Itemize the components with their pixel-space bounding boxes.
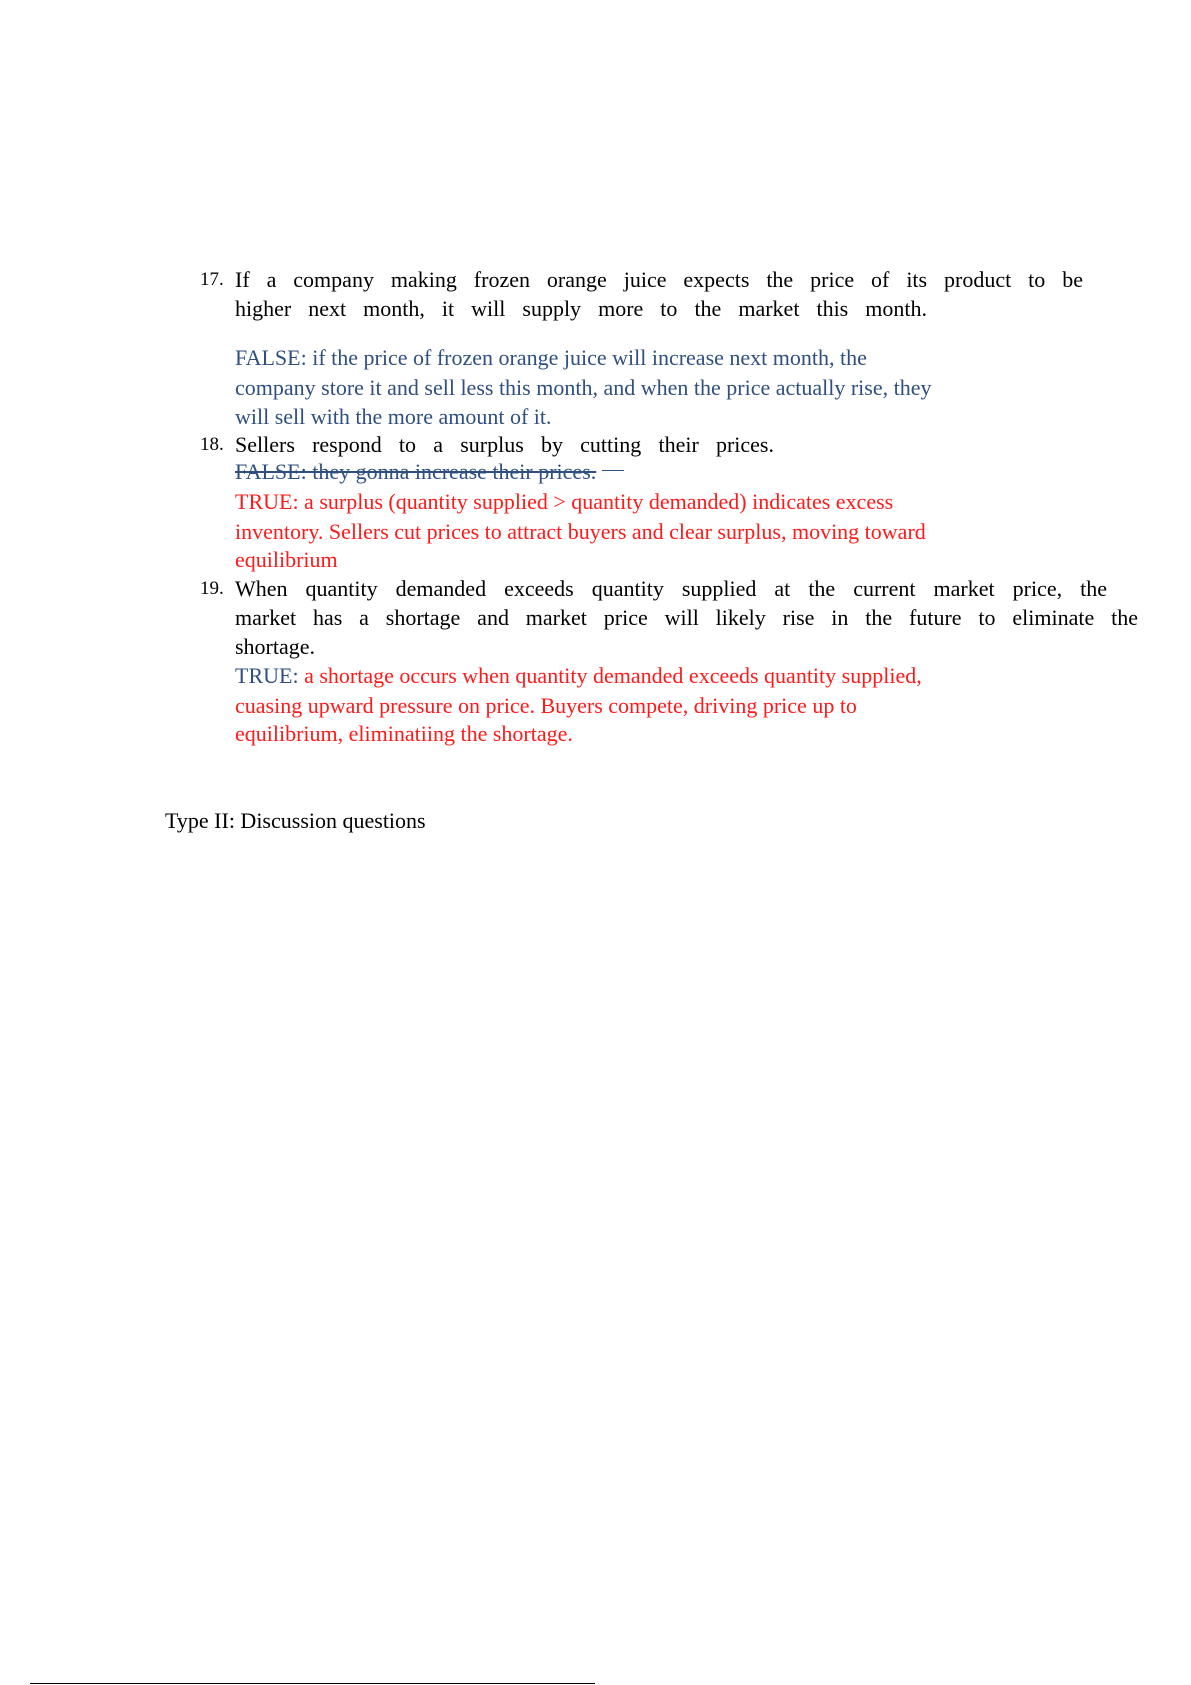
question-18-number: 18. <box>200 434 224 455</box>
question-18-struck-answer-line <box>235 458 624 486</box>
question-17-statement-line-2: higher next month, it will supply more to the market this month. <box>235 296 927 321</box>
footnote-separator <box>30 1683 595 1684</box>
strikethrough-tail <box>602 470 624 471</box>
question-19-answer-line-3: equilibrium, eliminatiing the shortage. <box>235 721 573 746</box>
question-19-answer-line-2: cuasing upward pressure on price. Buyers compete, driving price up to <box>235 693 857 718</box>
section-heading: Type II: Discussion questions <box>165 808 426 833</box>
question-17-statement-line-1: If a company making frozen orange juice expects the price of its product to be <box>235 267 1083 292</box>
question-19-statement-line-2: market has a shortage and market price will likely rise in the future to eliminate the <box>235 605 1138 630</box>
question-17-answer-line-1: FALSE: if the price of frozen orange juice will increase next month, the <box>235 345 867 370</box>
question-17-number: 17. <box>200 269 224 290</box>
question-18-statement-line-1: Sellers respond to a surplus by cutting their prices. <box>235 432 774 457</box>
question-18-answer-line-2: inventory. Sellers cut prices to attract buyers and clear surplus, moving toward <box>235 519 926 544</box>
question-19-statement-line-1: When quantity demanded exceeds quantity supplied at the current market price, the <box>235 576 1107 601</box>
question-19-statement-line-3: shortage. <box>235 634 316 659</box>
question-17-answer-line-3: will sell with the more amount of it. <box>235 404 552 429</box>
question-19-answer-text: a shortage occurs when quantity demanded exceeds quantity supplied, <box>298 663 922 688</box>
question-18-answer-line-3: equilibrium <box>235 547 338 572</box>
question-19-answer-verdict: TRUE: <box>235 663 299 688</box>
question-18-answer-line-1: TRUE: a surplus (quantity supplied > quantity demanded) indicates excess <box>235 489 894 514</box>
question-19-number: 19. <box>200 578 224 599</box>
question-17-answer-line-2: company store it and sell less this month, and when the price actually rise, they <box>235 375 932 400</box>
question-18-struck-answer: FALSE: they gonna increase their prices. <box>235 459 597 484</box>
question-19-answer-line-1 <box>235 662 922 690</box>
